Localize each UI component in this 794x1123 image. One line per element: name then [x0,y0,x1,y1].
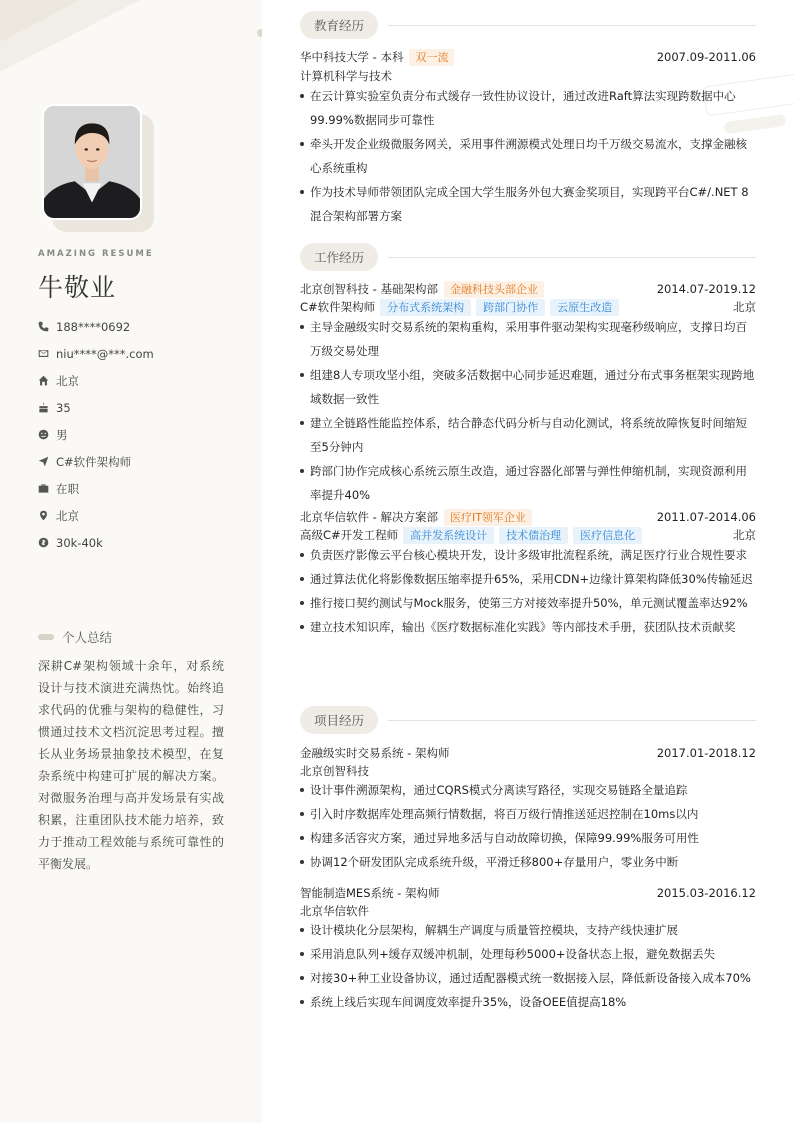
skill-tag: 云原生改造 [550,299,619,316]
info-salary [38,529,154,556]
sidebar [0,0,262,1123]
job-city: 北京 [733,528,756,542]
company-tag: 医疗IT领军企业 [444,509,532,526]
section-divider [388,25,756,26]
project-bullets [300,778,756,874]
list-item: 负责医疗影像云平台核心模块开发，设计多级审批流程系统，满足医疗行业合规性要求 [300,543,756,567]
skill-tag: 跨部门协作 [476,299,545,316]
info-age [38,394,154,421]
list-item: 设计事件溯源架构，通过CQRS模式分离读写路径，实现交易链路全量追踪 [300,778,756,802]
list-item: 在云计算实验室负责分布式缓存一致性协议设计，通过改进Raft算法实现跨数据中心99.99%数据同步可靠性 [300,84,756,132]
summary-bar-decoration [38,634,54,640]
phone-icon [38,321,50,333]
profile-photo [42,104,142,220]
edge-dot-decoration [257,29,262,37]
section-work-header [300,243,756,271]
info-gender [38,421,154,448]
info-email [38,340,154,367]
info-text: 188****0692 [56,319,131,334]
job-period: 2011.07-2014.06 [656,510,756,524]
info-status [38,475,154,502]
skill-tag: 技术债治理 [499,527,568,544]
info-text: 在职 [56,481,79,496]
info-location [38,502,154,529]
project-period: 2017.01-2018.12 [656,746,756,760]
school-tag: 双一流 [409,49,454,66]
school-name: 华中科技大学 - 本科 [300,50,404,64]
info-position [38,448,154,475]
list-item: 组建8人专项攻坚小组，突破多活数据中心同步延迟难题，通过分布式事务框架实现跨地域数据一致性 [300,363,756,411]
briefcase-icon [38,483,50,495]
job-city: 北京 [733,300,756,314]
info-text: 北京 [56,373,79,388]
corner-decoration-inner [0,0,80,42]
info-home [38,367,154,394]
section-divider [388,257,756,258]
project-name: 智能制造MES系统 - 架构师 [300,886,440,900]
section-education-header [300,11,756,39]
candidate-name: 牛敬业 [38,273,117,302]
education-bullets [300,84,756,228]
cake-icon [38,402,50,414]
job-role-row [300,526,756,544]
avatar [42,104,154,232]
list-item: 设计模块化分层架构，解耦生产调度与质量管控模块，支持产线快速扩展 [300,918,756,942]
list-item: 建立全链路性能监控体系，结合静态代码分析与自动化测试，将系统故障恢复时间缩短至5分钟内 [300,411,756,459]
section-divider [388,720,756,721]
project-name: 金融级实时交易系统 - 架构师 [300,746,450,760]
job-role-row [300,298,756,316]
company-tag: 金融科技头部企业 [444,281,544,298]
list-item: 牵头开发企业级微服务网关，采用事件溯源模式处理日均千万级交易流水，支撑金融核心系统重构 [300,132,756,180]
info-text: 35 [56,400,71,415]
job-header [300,508,756,526]
section-title: 项目经历 [300,706,378,734]
list-item: 系统上线后实现车间调度效率提升35%，设备OEE值提高18% [300,990,756,1014]
resume-tagline: AMAZING RESUME [38,249,154,259]
job-role: C#软件架构师 [300,300,376,314]
project-org: 北京华信软件 [300,904,369,918]
section-title: 教育经历 [300,11,378,39]
project-bullets [300,918,756,1014]
location-pin-icon [38,510,50,522]
list-item: 引入时序数据库处理高频行情数据，将百万级行情推送延迟控制在10ms以内 [300,802,756,826]
summary-heading [38,628,112,646]
send-icon [38,456,50,468]
home-icon [38,375,50,387]
skill-tag: 分布式系统架构 [380,299,471,316]
project-header [300,744,756,762]
major: 计算机科学与技术 [300,69,392,83]
job-role: 高级C#开发工程师 [300,528,399,542]
list-item: 协调12个研发团队完成系统升级，平滑迁移800+存量用户，零业务中断 [300,850,756,874]
list-item: 构建多活容灾方案，通过异地多活与自动故障切换，保障99.99%服务可用性 [300,826,756,850]
summary-title: 个人总结 [62,630,113,645]
info-text: niu****@***.com [56,346,154,361]
job-period: 2014.07-2019.12 [656,282,756,296]
info-phone [38,313,154,340]
list-item: 建立技术知识库，输出《医疗数据标准化实践》等内部技术手册，获团队技术贡献奖 [300,615,756,639]
major-row [300,67,756,85]
info-text: 男 [56,427,68,442]
list-item: 对接30+种工业设备协议，通过适配器模式统一数据接入层，降低新设备接入成本70% [300,966,756,990]
project-period: 2015.03-2016.12 [656,886,756,900]
company: 北京华信软件 - 解决方案部 [300,510,438,524]
gender-icon [38,429,50,441]
info-text: C#软件架构师 [56,454,132,469]
list-item: 作为技术导师带领团队完成全国大学生服务外包大赛金奖项目，实现跨平台C#/.NET 8混合架构部署方案 [300,180,756,228]
section-projects-header [300,706,756,734]
company: 北京创智科技 - 基础架构部 [300,282,438,296]
info-text: 30k-40k [56,535,103,550]
skill-tag: 高并发系统设计 [403,527,494,544]
job-bullets [300,315,756,507]
job-bullets [300,543,756,639]
info-text: 北京 [56,508,79,523]
skill-tag: 医疗信息化 [573,527,642,544]
mail-icon [38,348,50,360]
project-header [300,884,756,902]
list-item: 主导金融级实时交易系统的架构重构，采用事件驱动架构实现毫秒级响应，支撑日均百万级交易处理 [300,315,756,363]
list-item: 跨部门协作完成核心系统云原生改造，通过容器化部署与弹性伸缩机制，实现资源利用率提升40% [300,459,756,507]
contact-info-list [38,313,154,556]
education-period: 2007.09-2011.06 [656,50,756,64]
list-item: 推行接口契约测试与Mock服务，使第三方对接效率提升50%，单元测试覆盖率达92% [300,591,756,615]
summary-text: 深耕C#架构领域十余年，对系统设计与技术演进充满热忱。始终追求代码的优雅与架构的稳健性，习惯通过技术文档沉淀思考过程。擅长从业务场景抽象技术模型，在复杂系统中构建可扩展的解决方案。对微服务治理与高并发场景有实战积累，注重团队技术能力培养，致力于推动工程效能与系统可靠性的平衡发展。 [38,659,224,871]
education-row [300,48,756,66]
section-title: 工作经历 [300,243,378,271]
list-item: 通过算法优化将影像数据压缩率提升65%，采用CDN+边缘计算架构降低30%传输延迟 [300,567,756,591]
list-item: 采用消息队列+缓存双缓冲机制，处理每秒5000+设备状态上报，避免数据丢失 [300,942,756,966]
salary-icon [38,537,50,549]
job-header [300,280,756,298]
project-org: 北京创智科技 [300,764,369,778]
